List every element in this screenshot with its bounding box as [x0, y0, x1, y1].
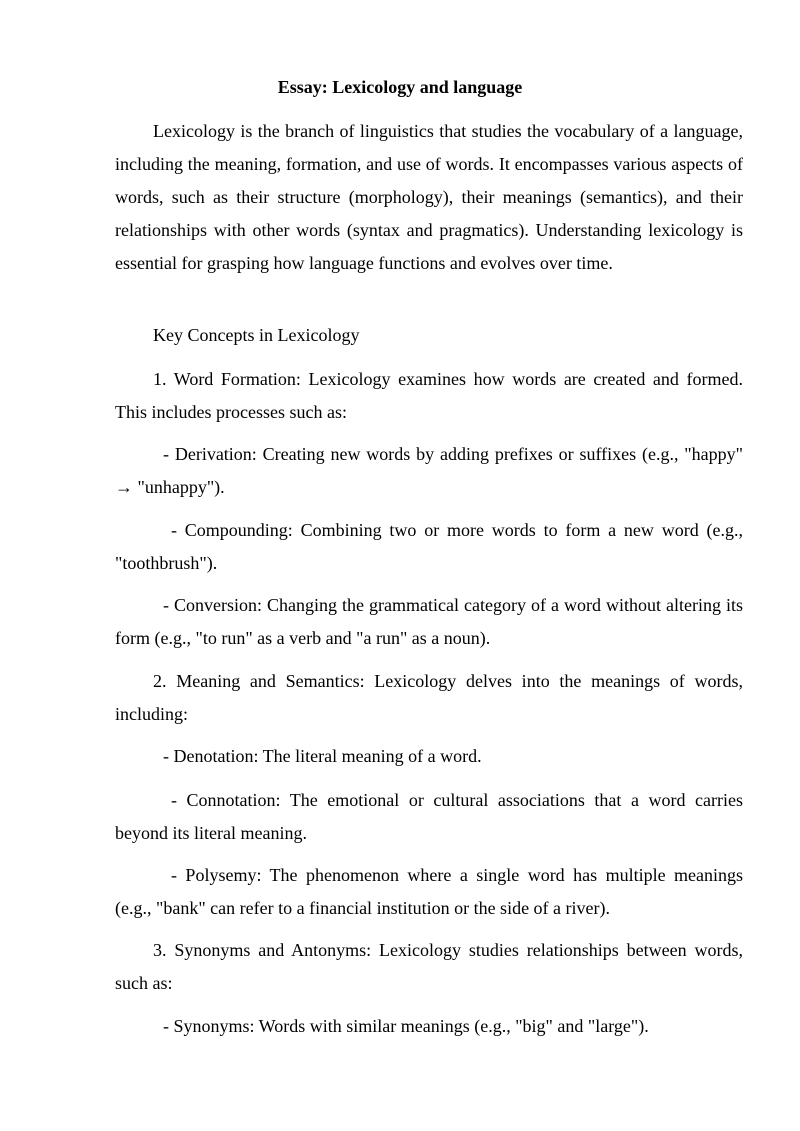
intro-paragraph: Lexicology is the branch of linguistics that studies the vocabulary of a language, including the meaning, formation, and use of words. It encompasses various aspects of words, such as their structure (morphology), their meanings (semantics), and their relationships with other words (syntax and pragmatics). Understanding lexicology is essential for grasping how language functions and evolves over time.	[115, 121, 743, 273]
subpoint-derivation: - Derivation: Creating new words by adding prefixes or suffixes (e.g., "happy" → "unhappy").	[115, 444, 743, 497]
point-meaning-semantics: 2. Meaning and Semantics: Lexicology delves into the meanings of words, including:	[115, 671, 743, 724]
subpoint-conversion: - Conversion: Changing the grammatical category of a word without altering its form (e.g., "to run" as a verb and "a run" as a noun).	[115, 595, 743, 648]
subpoint-synonyms: - Synonyms: Words with similar meanings (e.g., "big" and "large").	[163, 1016, 649, 1036]
subpoint-connotation: - Connotation: The emotional or cultural associations that a word carries beyond its literal meaning.	[115, 790, 743, 843]
essay-title: Essay: Lexicology and language	[277, 77, 523, 97]
subpoint-denotation: - Denotation: The literal meaning of a word.	[163, 746, 482, 766]
section-heading-key-concepts: Key Concepts in Lexicology	[153, 325, 360, 345]
subpoint-compounding: - Compounding: Combining two or more words to form a new word (e.g., "toothbrush").	[115, 520, 743, 573]
point-word-formation: 1. Word Formation: Lexicology examines how words are created and formed. This includes processes such as:	[115, 369, 743, 422]
subpoint-polysemy: - Polysemy: The phenomenon where a single word has multiple meanings (e.g., "bank" can refer to a financial institution or the side of a river).	[115, 865, 743, 918]
point-synonyms-antonyms: 3. Synonyms and Antonyms: Lexicology studies relationships between words, such as:	[115, 940, 743, 993]
